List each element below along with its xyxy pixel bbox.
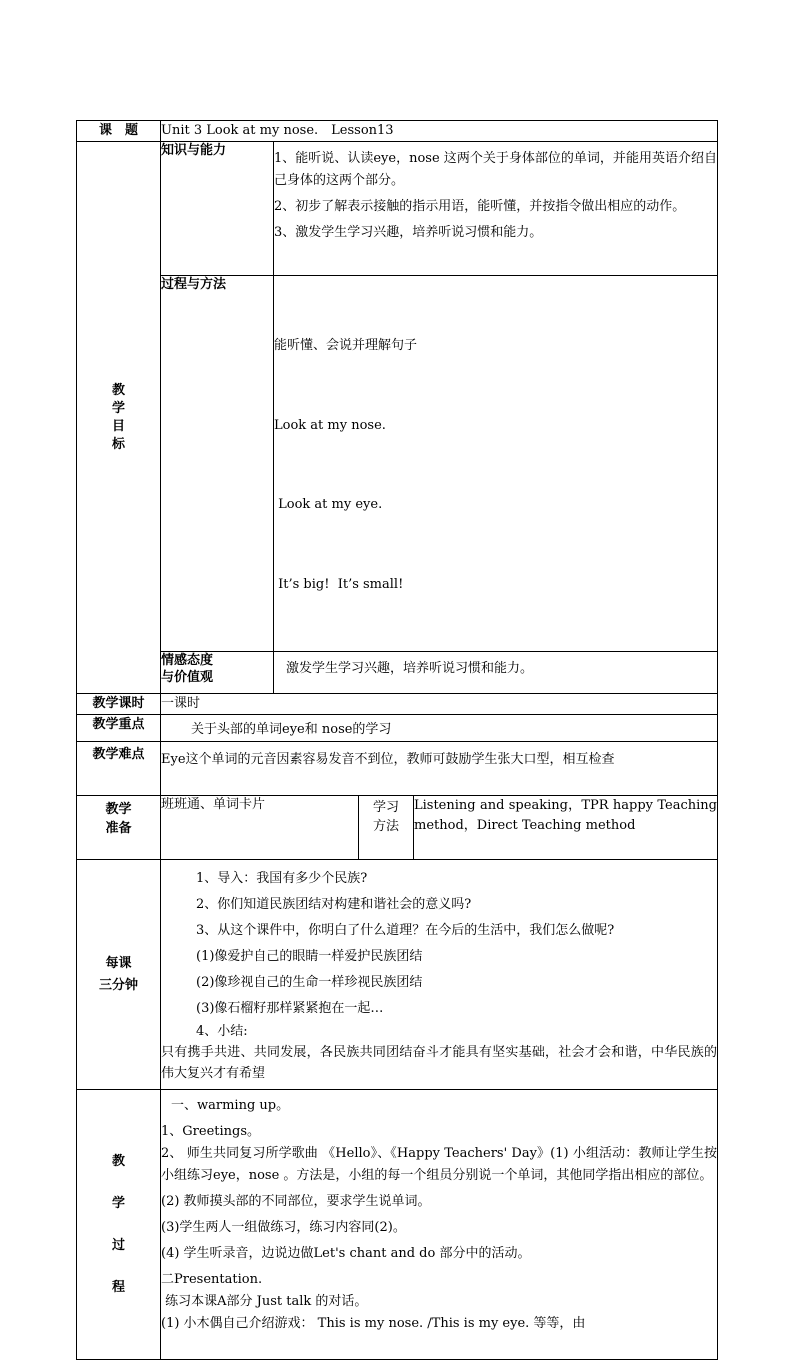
knowledge-line-2: 2、初步了解表示接触的指示用语，能听懂，并按指令做出相应的动作。 [274, 199, 686, 214]
objectives-knowledge-row [77, 142, 718, 276]
prep-row [77, 796, 718, 860]
topic-label: 课 题 [77, 121, 161, 142]
process-step-5: (3)学生两人一组做练习，练习内容同(2)。 [161, 1220, 406, 1235]
process-line-3: Look at my eye. [274, 497, 383, 512]
process-step-6: (4) 学生听录音，边说边做Let's chant and do 部分中的活动。 [161, 1246, 531, 1261]
key-row [77, 715, 718, 742]
three-min-line-2: 2、你们知道民族团结对构建和谐社会的意义吗? [196, 897, 472, 912]
method-label: 学习 方法 [359, 796, 414, 860]
difficulty-label: 教学难点 [77, 742, 161, 796]
process-line-4: It’s big! It’s small! [274, 576, 404, 592]
three-min-summary: 只有携手共进、共同发展，各民族共同团结奋斗才能具有坚实基础，社会才会和谐，中华民族的伟大复兴才有希望 [161, 1045, 717, 1081]
process-line-1: 能听懂、会说并理解句子 [274, 338, 418, 353]
knowledge-content [274, 142, 718, 276]
three-min-row [77, 860, 718, 1090]
topic-value: Unit 3 Look at my nose. Lesson13 [161, 121, 718, 142]
process-step-1: 一、warming up。 [171, 1098, 290, 1113]
process-step-3: 2、 师生共同复习所学歌曲 《Hello》、《Happy Teachers' Day》(1) 小组活动：教师让学生按小组练习eye，nose 。方法是，小组的每一个组员分别说一个单词，其他同学指出相应的部位。 [161, 1146, 717, 1183]
process-label: 过程与方法 [161, 276, 274, 652]
objectives-process-row [77, 276, 718, 652]
three-min-line-7: 4、小结: [196, 1024, 248, 1039]
prep-value: 班班通、单词卡片 [161, 796, 359, 860]
process-step-8: 练习本课A部分 Just talk 的对话。 [161, 1294, 368, 1309]
key-value: 关于头部的单词eye和 nose的学习 [161, 715, 718, 742]
process-step-2: 1、Greetings。 [161, 1124, 261, 1139]
method-value: Listening and speaking，TPR happy Teaching method，Direct Teaching method [414, 796, 718, 860]
three-min-line-1: 1、导入：我国有多少个民族? [196, 871, 368, 886]
emotion-content: 激发学生学习兴趣，培养听说习惯和能力。 [274, 652, 718, 694]
hours-value: 一课时 [161, 694, 718, 715]
three-min-line-3: 3、从这个课件中，你明白了什么道理？在今后的生活中，我们怎么做呢? [196, 923, 615, 938]
knowledge-line-1: 1、能听说、认读eye，nose 这两个关于身体部位的单词，并能用英语介绍自己身体的这两个部分。 [274, 151, 717, 188]
process-step-4: (2) 教师摸头部的不同部位，要求学生说单词。 [161, 1194, 431, 1209]
three-min-line-4: (1)像爱护自己的眼睛一样爱护民族团结 [196, 949, 423, 964]
objectives-label: 教 学 目 标 [77, 142, 161, 694]
teaching-process-label: 教 学 过 程 [77, 1090, 161, 1360]
knowledge-line-3: 3、激发学生学习兴趣，培养听说习惯和能力。 [274, 225, 543, 240]
teaching-process-row [77, 1090, 718, 1360]
three-min-line-6: (3)像石榴籽那样紧紧抱在一起… [196, 1001, 384, 1016]
topic-row [77, 121, 718, 142]
hours-label: 教学课时 [77, 694, 161, 715]
hours-row [77, 694, 718, 715]
emotion-label: 情感态度 与价值观 [161, 652, 274, 694]
difficulty-value: Eye这个单词的元音因素容易发音不到位，教师可鼓励学生张大口型，相互检查 [161, 742, 718, 796]
prep-label: 教学 准备 [77, 796, 161, 860]
three-min-line-5: (2)像珍视自己的生命一样珍视民族团结 [196, 975, 423, 990]
process-step-9: (1) 小木偶自己介绍游戏： This is my nose. /This is my eye. 等等，由 [161, 1316, 586, 1331]
three-min-label: 每课 三分钟 [77, 860, 161, 1090]
objectives-emotion-row [77, 652, 718, 694]
process-step-7: 二Presentation. [161, 1272, 263, 1287]
lesson-plan-table [76, 120, 718, 1360]
teaching-process-content [161, 1090, 718, 1360]
knowledge-label: 知识与能力 [161, 142, 274, 276]
difficulty-row [77, 742, 718, 796]
key-label: 教学重点 [77, 715, 161, 742]
process-line-2: Look at my nose. [274, 417, 386, 433]
process-content [274, 276, 718, 652]
three-min-content [161, 860, 718, 1090]
